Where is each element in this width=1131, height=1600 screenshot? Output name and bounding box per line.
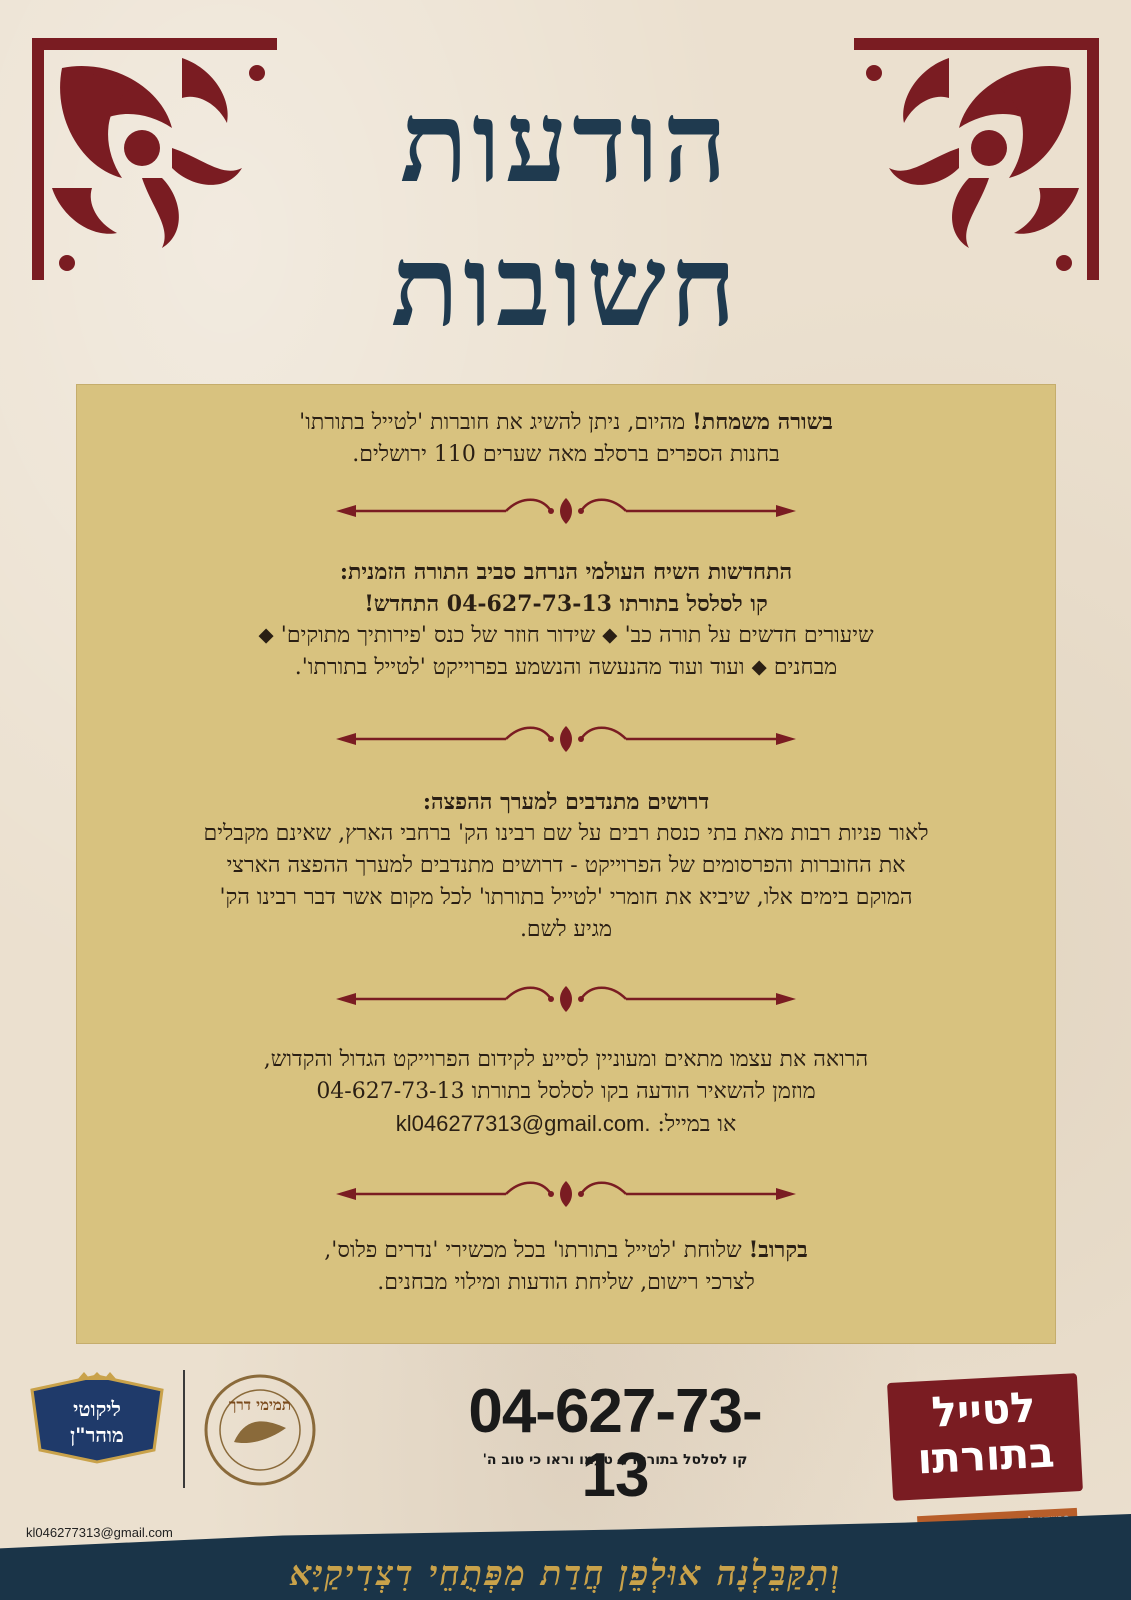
section-hotline-line3: שיעורים חדשים על תורה כב' ⬥ שידור חוזר של כנס 'פירותיך מתוקים' ⬥	[258, 623, 874, 648]
section-volunteers-line2: את החוברות והפרסומים של הפרוייקט - דרושים מתנדבים למערך ההפצה הארצי	[226, 853, 906, 878]
section-bookstore	[76, 406, 1056, 471]
section-volunteers-heading: דרושים מתנדבים למערך ההפצה:	[422, 789, 710, 815]
section-coming-soon-line1	[76, 1234, 1056, 1267]
likutei-moharan-logo	[22, 1372, 172, 1464]
footer-phone-tagline: קו לסלסל בתורתו ⬥ טעמו וראו כי טוב ה'	[482, 1452, 748, 1468]
section-volunteers-line3: המוקם בימים אלו, שיביא את חומרי 'לטייל בתורתו' לכל מקום אשר דבר רבינו הק'	[219, 885, 913, 910]
section-coming-soon-line2: לצרכי רישום, שליחת הודעות ומילוי מבחנים.	[377, 1270, 755, 1295]
section-hotline-subheading: קו לסלסל בתורתו 04-627-73-13 התחדש!	[364, 591, 768, 617]
section-contact	[76, 1044, 1056, 1141]
section-contact-line2: מוזמן להשאיר הודעה בקו לסלסל בתורתו 04-627-73-13	[316, 1079, 816, 1104]
divider-ornament-3	[336, 984, 796, 1014]
divider-ornament-1	[336, 496, 796, 526]
section-bookstore-text: מהיום, ניתן להשיג את חוברות 'לטייל בתורתו'	[299, 410, 693, 435]
brand-logo-line1: לטייל	[930, 1382, 1037, 1437]
bottom-band-text: וְתִקַּבֵּלְנָה אוּלְפֵן חֲדַת מִפְּתֻחֵי דִצְדִיקַיָּא	[289, 1554, 842, 1594]
section-coming-soon-lead: בקרוב!	[748, 1237, 808, 1263]
likutei-logo-text1: ליקוטי	[73, 1397, 121, 1421]
brand-logo-line2: בתורתו	[916, 1427, 1056, 1484]
seal-text: תמימי דרך	[229, 1396, 291, 1414]
footer-logos	[0, 1360, 1131, 1540]
section-coming-soon-text: שלוחת 'לטייל בתורתו' בכל מכשירי 'נדרים פלוס',	[324, 1238, 749, 1263]
section-bookstore-line1	[76, 406, 1056, 439]
section-coming-soon	[76, 1234, 1056, 1299]
page-title-line2: חשובות	[390, 221, 741, 352]
section-hotline	[76, 556, 1056, 684]
section-volunteers-line1: לאור פניות רבות מאת בתי כנסת רבים על שם רבינו הק' ברחבי הארץ, שאינם מקבלים	[203, 821, 929, 846]
section-hotline-heading: התחדשות השיח העולמי הנרחב סביב התורה הזמנית:	[339, 559, 793, 585]
tmimei-derech-seal	[200, 1370, 320, 1490]
likutei-logo-text2: מוהר"ן	[70, 1423, 124, 1447]
brand-logo	[887, 1373, 1083, 1501]
section-bookstore-lead: בשורה משמחת!	[692, 409, 833, 435]
section-contact-line3	[76, 1108, 1056, 1141]
section-hotline-line4: מבחנים ⬥ ועוד ועוד מהנעשה והנשמע בפרוייקט 'לטייל בתורתו'.	[294, 655, 838, 680]
section-volunteers	[76, 786, 1056, 946]
section-volunteers-line4: מגיע לשם.	[519, 917, 613, 942]
footer-phone[interactable]: 04-627-73-13	[468, 1377, 762, 1510]
divider-ornament-4	[336, 1179, 796, 1209]
contact-email-link[interactable]: kl046277313@gmail.com.	[395, 1111, 651, 1136]
page-title-line1: הודעות	[399, 77, 732, 208]
section-contact-email-prefix: או במייל:	[650, 1112, 737, 1137]
footer-separator	[183, 1370, 185, 1488]
section-bookstore-line2: בחנות הספרים ברסלב מאה שערים 110 ירושלים.	[352, 442, 780, 467]
divider-ornament-2	[336, 724, 796, 754]
section-contact-line1: הרואה את עצמו מתאים ומעוניין לסייע לקידום הפרוייקט הגדול והקדוש,	[263, 1047, 869, 1072]
announcement-panel	[76, 384, 1056, 1344]
footer-email[interactable]: kl046277313@gmail.com	[26, 1525, 173, 1540]
